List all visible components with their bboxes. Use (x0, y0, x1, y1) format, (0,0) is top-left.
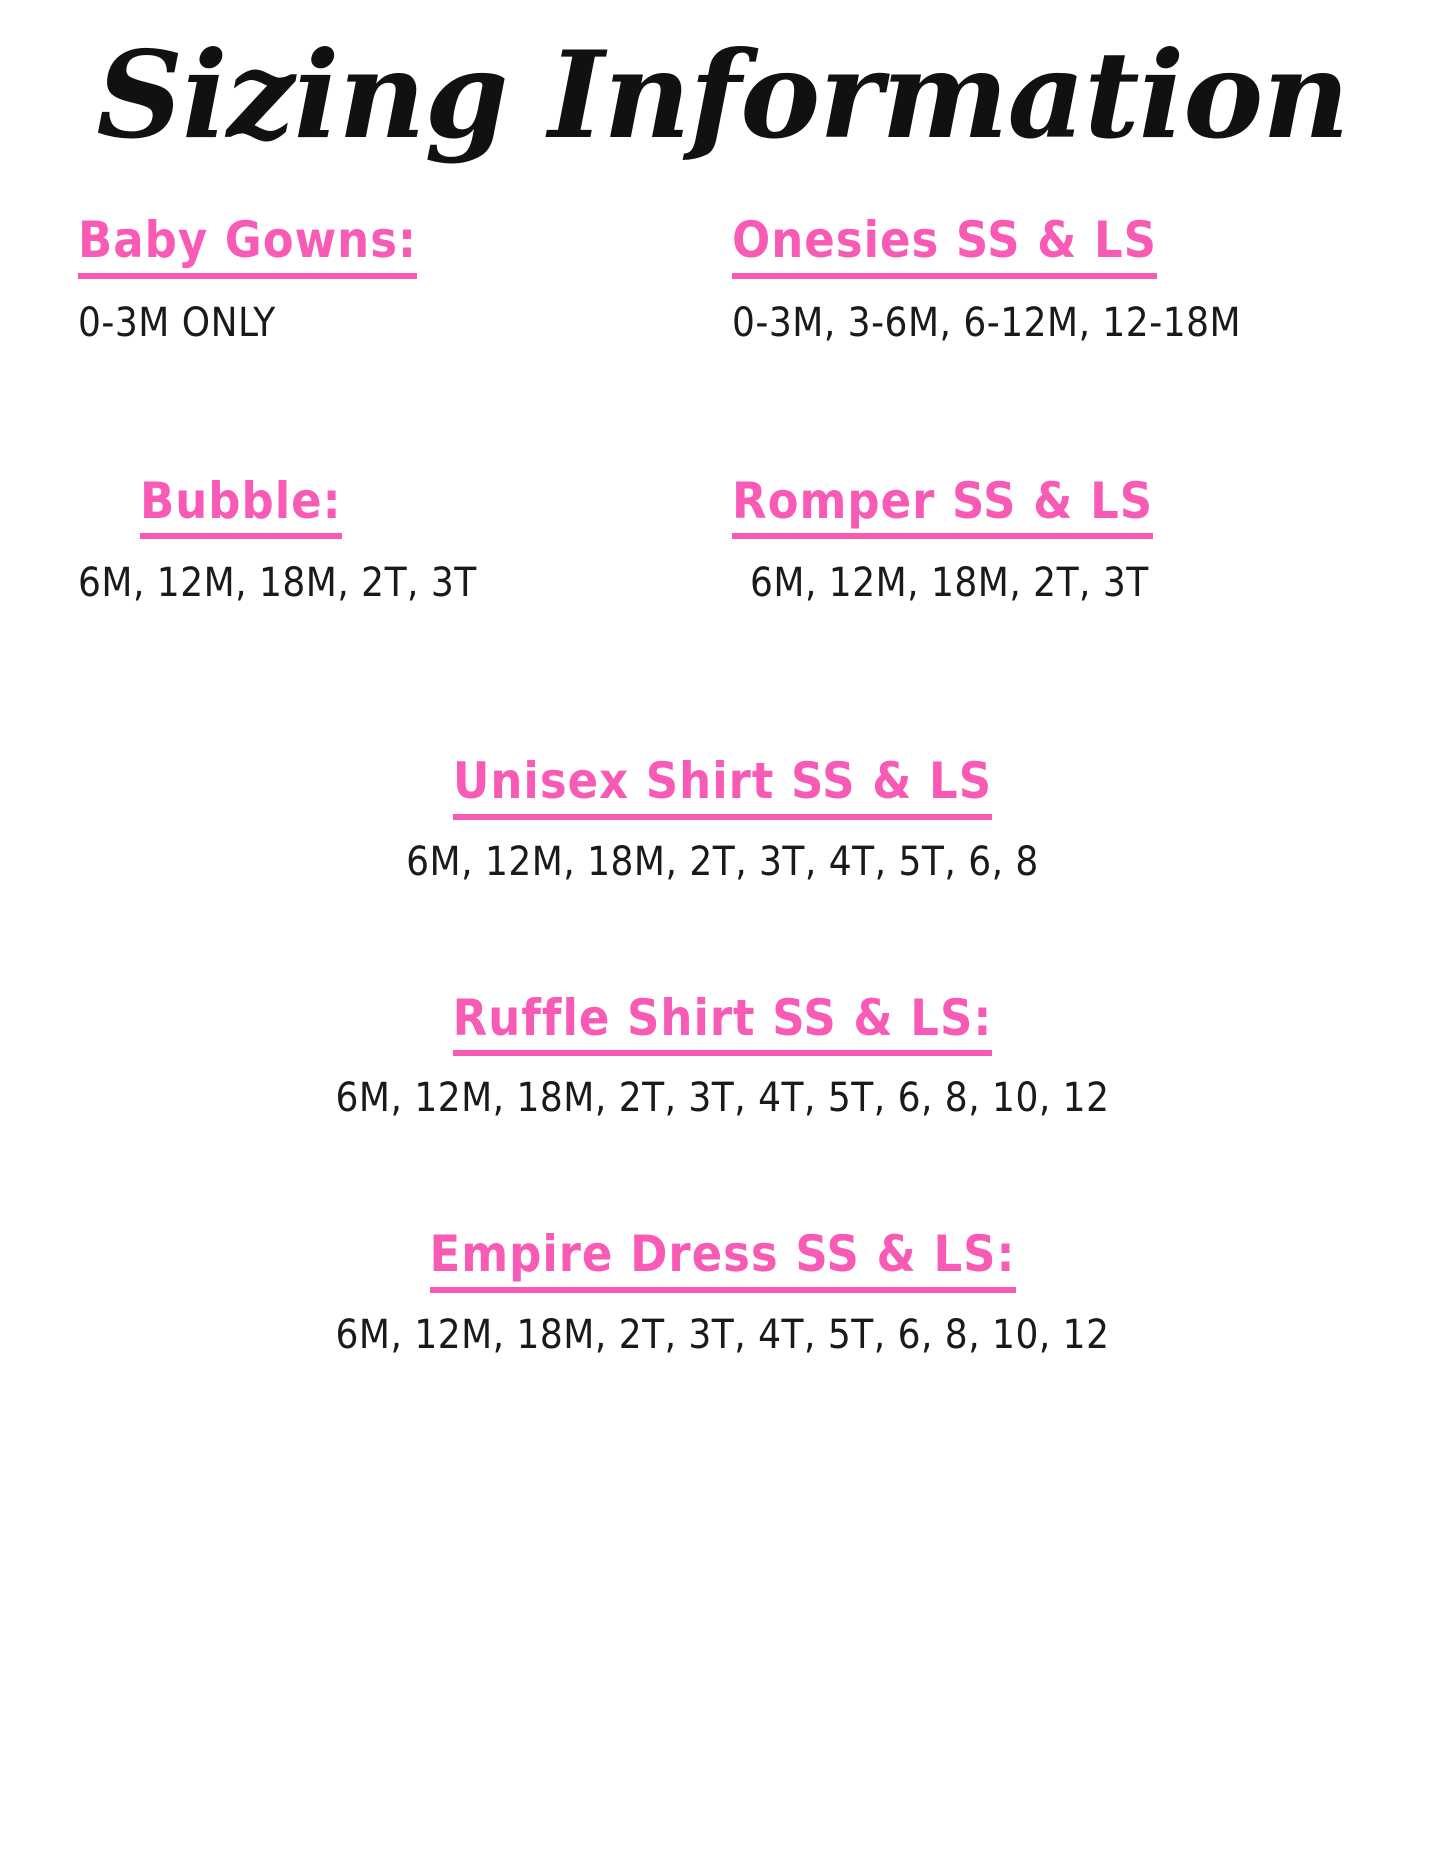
section-baby-gowns (0, 211, 722, 346)
section-heading-unisex-shirt: Unisex Shirt SS & LS (453, 755, 992, 820)
section-row-1 (0, 211, 1445, 346)
section-romper (722, 471, 1444, 606)
section-heading-onesies: Onesies SS & LS (732, 214, 1157, 279)
section-heading-romper: Romper SS & LS (732, 475, 1153, 540)
section-sizes-bubble: 6M, 12M, 18M, 2T, 3T (78, 560, 477, 606)
section-ruffle-shirt (0, 988, 1445, 1121)
section-heading-baby-gowns: Baby Gowns: (78, 214, 417, 279)
section-heading-ruffle-shirt: Ruffle Shirt SS & LS: (453, 992, 993, 1057)
section-sizes-baby-gowns: 0-3M ONLY (78, 299, 276, 346)
section-onesies (722, 211, 1444, 346)
section-empire-dress (0, 1225, 1445, 1358)
section-row-2 (0, 471, 1445, 606)
section-sizes-romper: 6M, 12M, 18M, 2T, 3T (750, 560, 1149, 606)
section-sizes-empire-dress: 6M, 12M, 18M, 2T, 3T, 4T, 5T, 6, 8, 10, 12 (335, 1311, 1110, 1358)
section-heading-bubble: Bubble: (140, 475, 342, 540)
section-bubble (0, 471, 722, 606)
section-sizes-ruffle-shirt: 6M, 12M, 18M, 2T, 3T, 4T, 5T, 6, 8, 10, 12 (335, 1075, 1110, 1121)
page-title: Sizing Information (96, 25, 1349, 166)
section-sizes-unisex-shirt: 6M, 12M, 18M, 2T, 3T, 4T, 5T, 6, 8 (406, 838, 1039, 885)
section-unisex-shirt (0, 752, 1445, 885)
section-sizes-onesies: 0-3M, 3-6M, 6-12M, 12-18M (732, 299, 1242, 346)
section-heading-empire-dress: Empire Dress SS & LS: (430, 1228, 1016, 1293)
